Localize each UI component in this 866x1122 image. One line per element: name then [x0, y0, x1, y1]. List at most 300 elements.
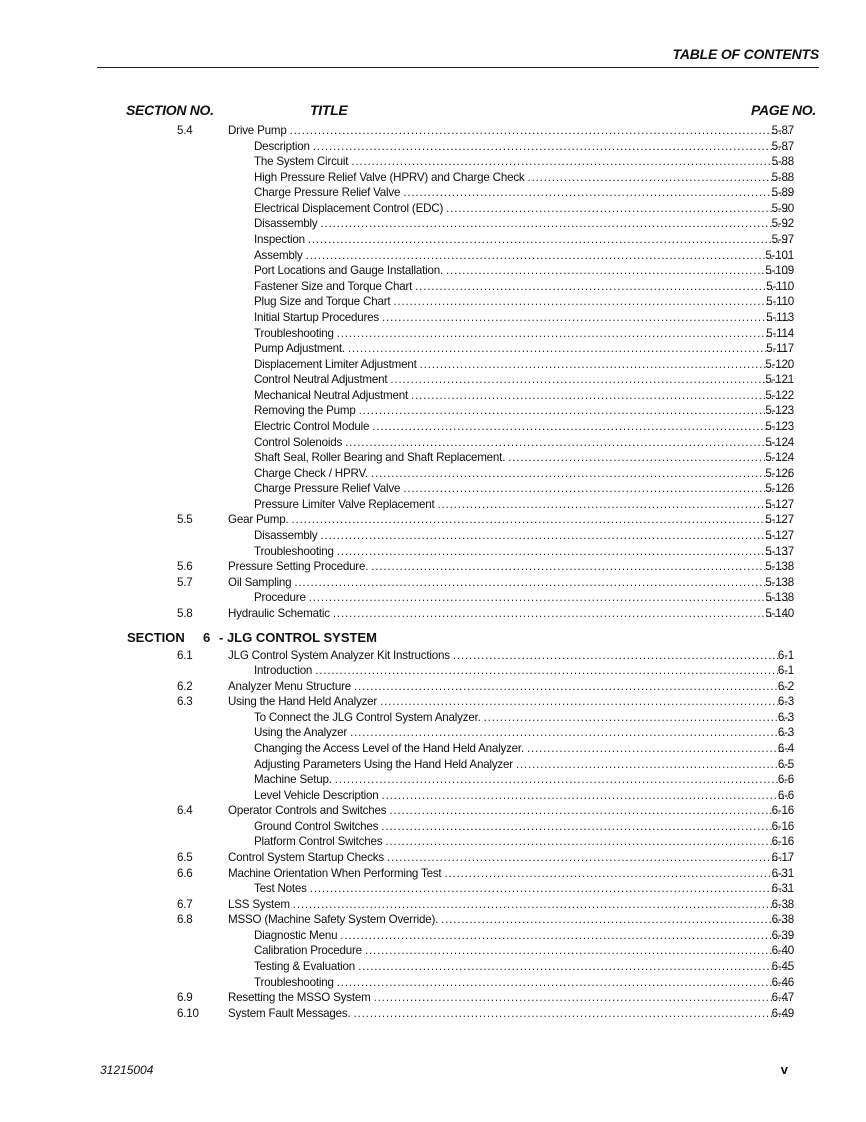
toc-entry-label	[254, 757, 794, 773]
toc-entry-label	[228, 897, 794, 913]
toc-entry-title: Charge Pressure Relief Valve	[254, 186, 401, 200]
toc-entry-label	[254, 544, 794, 560]
toc-entry-page: 6-17	[771, 851, 794, 865]
dot-leader	[389, 803, 791, 819]
toc-entry-title: Charge Check / HPRV.	[254, 466, 368, 480]
toc-entry[interactable]	[0, 310, 866, 326]
dot-leader	[348, 341, 791, 357]
toc-entry-label	[254, 263, 794, 279]
toc-entry-title: Introduction	[254, 664, 313, 678]
dot-leader	[290, 123, 791, 139]
toc-entry-label	[254, 663, 794, 679]
toc-entry-label	[254, 834, 794, 850]
toc-entry-number: 6.1	[177, 648, 193, 662]
toc-entry-number: 6.6	[177, 866, 193, 880]
toc-entry-label	[228, 648, 794, 664]
toc-entry[interactable]	[0, 663, 866, 679]
toc-entry-page: 6-2	[777, 679, 794, 693]
dot-leader	[308, 232, 791, 248]
toc-entry-page: 5-123	[765, 404, 794, 418]
toc-entry[interactable]	[0, 263, 866, 279]
dot-leader	[354, 1006, 791, 1022]
toc-entry[interactable]	[0, 466, 866, 482]
toc-entry-page: 5-88	[771, 155, 794, 169]
dot-leader	[337, 544, 791, 560]
toc-entry-title: System Fault Messages.	[228, 1006, 351, 1020]
toc-entry-label	[228, 990, 794, 1006]
toc-entry[interactable]	[0, 943, 866, 959]
toc-entry-title: Testing & Evaluation	[254, 960, 356, 974]
dot-leader	[446, 263, 791, 279]
toc-entry-title: LSS System	[228, 897, 290, 911]
toc-entry-label	[254, 154, 794, 170]
toc-entry-number: 5.6	[177, 560, 193, 574]
toc-entry-label	[228, 912, 794, 928]
toc-entry-title: Disassembly	[254, 217, 318, 231]
toc-entry-title: Adjusting Parameters Using the Hand Held Analyzer	[254, 757, 513, 771]
toc-entry[interactable]	[0, 772, 866, 788]
dot-leader	[309, 590, 791, 606]
toc-entry-label	[254, 419, 794, 435]
toc-entry-label	[254, 357, 794, 373]
toc-entry-label	[254, 959, 794, 975]
toc-entry-page: 6-3	[777, 695, 794, 709]
toc-entry-page: 5-140	[765, 606, 794, 620]
toc-entry-label	[254, 975, 794, 991]
toc-entry-title: Troubleshooting	[254, 326, 334, 340]
toc-entry-title: Inspection	[254, 233, 305, 247]
toc-entry-title: Using the Hand Held Analyzer	[228, 695, 378, 709]
toc-entry-title: Gear Pump.	[228, 513, 289, 527]
dot-leader	[516, 757, 791, 773]
toc-entry-label	[228, 1006, 794, 1022]
toc-entry-number: 5.8	[177, 606, 193, 620]
toc-entry-title: Hydraulic Schematic	[228, 606, 330, 620]
toc-entry-page: 6-45	[771, 960, 794, 974]
toc-entry[interactable]	[0, 834, 866, 850]
dot-leader	[293, 897, 791, 913]
toc-entry-page: 5-122	[765, 388, 794, 402]
toc-entry[interactable]	[0, 725, 866, 741]
dot-leader	[358, 959, 791, 975]
toc-entry[interactable]	[0, 544, 866, 560]
dot-leader	[403, 185, 791, 201]
toc-entry[interactable]	[0, 123, 866, 139]
toc-entry-label	[254, 772, 794, 788]
toc-entry-page: 6-5	[777, 757, 794, 771]
toc-entry-label	[228, 694, 794, 710]
toc-entry[interactable]	[0, 788, 866, 804]
toc-entry-page: 6-16	[771, 819, 794, 833]
table-of-contents	[0, 123, 866, 1021]
toc-entry-title: Pressure Setting Procedure.	[228, 560, 369, 574]
toc-entry-title: Disassembly	[254, 529, 318, 543]
dot-leader	[354, 679, 791, 695]
toc-entry-page: 6-16	[771, 835, 794, 849]
section-heading-name: - JLG CONTROL SYSTEM	[219, 629, 377, 645]
dot-leader	[385, 834, 791, 850]
toc-entry-page: 5-138	[765, 591, 794, 605]
dot-leader	[484, 710, 791, 726]
toc-entry-title: Operator Controls and Switches	[228, 804, 387, 818]
toc-entry-label	[228, 803, 794, 819]
toc-entry-page: 6-49	[771, 1006, 794, 1020]
dot-leader	[337, 326, 791, 342]
toc-entry-title: Fastener Size and Torque Chart	[254, 279, 413, 293]
dot-leader	[345, 435, 791, 451]
toc-entry-number: 6.10	[177, 1006, 199, 1020]
dot-leader	[382, 788, 791, 804]
toc-entry-title: Pump Adjustment.	[254, 342, 345, 356]
toc-entry[interactable]	[0, 606, 866, 622]
toc-entry-page: 5-90	[771, 201, 794, 215]
toc-entry-title: Ground Control Switches	[254, 819, 379, 833]
toc-entry-title: Charge Pressure Relief Valve	[254, 482, 401, 496]
toc-entry-label	[254, 216, 794, 232]
toc-entry[interactable]	[0, 232, 866, 248]
toc-entry-label	[228, 559, 794, 575]
toc-entry-title: MSSO (Machine Safety System Override).	[228, 913, 439, 927]
toc-entry-label	[254, 710, 794, 726]
toc-entry-title: High Pressure Relief Valve (HPRV) and Charge Check	[254, 170, 525, 184]
toc-entry-title: Level Vehicle Description	[254, 788, 379, 802]
toc-entry-title: Control System Startup Checks	[228, 851, 384, 865]
toc-entry[interactable]	[0, 881, 866, 897]
dot-leader	[321, 528, 791, 544]
toc-entry-label	[254, 139, 794, 155]
toc-entry-label	[254, 403, 794, 419]
toc-entry[interactable]	[0, 326, 866, 342]
toc-entry-page: 5-127	[765, 497, 794, 511]
toc-entry[interactable]	[0, 959, 866, 975]
dot-leader	[381, 819, 791, 835]
toc-entry-number: 6.3	[177, 695, 193, 709]
toc-entry[interactable]	[0, 357, 866, 373]
toc-entry-page: 6-1	[777, 648, 794, 662]
toc-entry[interactable]	[0, 216, 866, 232]
toc-entry[interactable]	[0, 403, 866, 419]
dot-leader	[438, 497, 792, 513]
toc-entry-page: 5-89	[771, 186, 794, 200]
document-number: 31215004	[100, 1063, 154, 1077]
toc-entry-page: 5-124	[765, 451, 794, 465]
toc-entry[interactable]	[0, 1006, 866, 1022]
dot-leader	[393, 294, 791, 310]
toc-entry-page: 6-38	[771, 897, 794, 911]
toc-entry-label	[254, 881, 794, 897]
dot-leader	[380, 694, 791, 710]
dot-leader	[371, 559, 791, 575]
toc-entry-title: Procedure	[254, 591, 306, 605]
toc-entry-label	[254, 279, 794, 295]
toc-entry-label	[254, 725, 794, 741]
toc-entry[interactable]	[0, 897, 866, 913]
dot-leader	[444, 866, 791, 882]
toc-entry-page: 6-31	[771, 866, 794, 880]
toc-entry-title: Changing the Access Level of the Hand Held Analyzer.	[254, 741, 524, 755]
dot-leader	[508, 450, 791, 466]
toc-entry-page: 6-16	[771, 804, 794, 818]
toc-entry-label	[254, 232, 794, 248]
dot-leader	[337, 975, 791, 991]
toc-entry-title: Diagnostic Menu	[254, 928, 338, 942]
toc-entry-label	[254, 788, 794, 804]
toc-entry[interactable]	[0, 185, 866, 201]
toc-entry-title: Electric Control Module	[254, 419, 370, 433]
toc-entry-title: Troubleshooting	[254, 544, 334, 558]
toc-entry-label	[228, 575, 794, 591]
toc-entry-label	[254, 481, 794, 497]
toc-entry-title: Displacement Limiter Adjustment	[254, 357, 417, 371]
dot-leader	[310, 881, 791, 897]
page-header-title: TABLE OF CONTENTS	[672, 46, 819, 62]
toc-entry-page: 6-6	[777, 788, 794, 802]
toc-entry-number: 6.4	[177, 804, 193, 818]
toc-entry[interactable]	[0, 928, 866, 944]
toc-entry-label	[254, 201, 794, 217]
toc-entry-title: Control Neutral Adjustment	[254, 373, 388, 387]
toc-entry-page: 6-47	[771, 991, 794, 1005]
dot-leader	[528, 170, 791, 186]
toc-section-6-list	[0, 648, 866, 1022]
toc-entry-number: 6.9	[177, 991, 193, 1005]
toc-entry-title: JLG Control System Analyzer Kit Instructions	[228, 648, 450, 662]
toc-entry[interactable]	[0, 279, 866, 295]
toc-entry-page: 6-6	[777, 773, 794, 787]
toc-entry-label	[254, 435, 794, 451]
dot-leader	[411, 388, 791, 404]
toc-entry-page: 5-121	[765, 373, 794, 387]
dot-leader	[351, 154, 791, 170]
toc-entry-page: 6-46	[771, 975, 794, 989]
toc-entry-title: Plug Size and Torque Chart	[254, 295, 391, 309]
toc-entry[interactable]	[0, 679, 866, 695]
toc-entry-title: Analyzer Menu Structure	[228, 679, 351, 693]
toc-entry-page: 5-87	[771, 139, 794, 153]
toc-entry[interactable]	[0, 710, 866, 726]
toc-entry-title: Using the Analyzer	[254, 726, 348, 740]
toc-entry[interactable]	[0, 866, 866, 882]
toc-entry-label	[228, 866, 794, 882]
dot-leader	[350, 725, 791, 741]
toc-entry-label	[254, 741, 794, 757]
toc-entry[interactable]	[0, 512, 866, 528]
toc-entry-title: The System Circuit	[254, 155, 349, 169]
dot-leader	[387, 850, 791, 866]
dot-leader	[420, 357, 791, 373]
toc-entry-label	[254, 185, 794, 201]
toc-entry-title: Mechanical Neutral Adjustment	[254, 388, 409, 402]
dot-leader	[453, 648, 791, 664]
dot-leader	[321, 216, 791, 232]
toc-entry-label	[254, 943, 794, 959]
toc-entry-label	[228, 123, 794, 139]
dot-leader	[403, 481, 791, 497]
toc-entry[interactable]	[0, 648, 866, 664]
toc-entry-label	[254, 310, 794, 326]
toc-entry[interactable]	[0, 990, 866, 1006]
toc-entry[interactable]	[0, 481, 866, 497]
toc-entry-page: 5-101	[765, 248, 794, 262]
toc-entry[interactable]	[0, 170, 866, 186]
toc-entry[interactable]	[0, 419, 866, 435]
toc-entry[interactable]	[0, 912, 866, 928]
toc-entry-number: 6.2	[177, 679, 193, 693]
toc-entry[interactable]	[0, 528, 866, 544]
toc-entry-number: 6.8	[177, 913, 193, 927]
toc-entry-page: 5-114	[766, 326, 794, 340]
toc-entry-title: Calibration Procedure	[254, 944, 362, 958]
toc-entry-page: 5-126	[765, 466, 794, 480]
toc-entry-number: 6.7	[177, 897, 193, 911]
toc-entry-title: Pressure Limiter Valve Replacement	[254, 497, 435, 511]
dot-leader	[313, 139, 791, 155]
toc-entry-title: Control Solenoids	[254, 435, 343, 449]
toc-entry-title: Resetting the MSSO System	[228, 991, 371, 1005]
dot-leader	[306, 248, 791, 264]
toc-entry-label	[254, 590, 794, 606]
toc-entry-title: Drive Pump	[228, 124, 287, 137]
dot-leader	[382, 310, 791, 326]
toc-entry-label	[228, 606, 794, 622]
toc-entry-label	[254, 248, 794, 264]
section-heading-number: 6	[203, 629, 211, 645]
dot-leader	[294, 575, 791, 591]
toc-entry-label	[254, 819, 794, 835]
toc-entry-number: 5.4	[177, 124, 193, 137]
toc-entry-title: Removing the Pump	[254, 404, 356, 418]
header-divider	[97, 67, 819, 68]
toc-entry-label	[254, 466, 794, 482]
toc-entry-title: Machine Setup.	[254, 773, 332, 787]
toc-entry-title: Shaft Seal, Roller Bearing and Shaft Replacement.	[254, 451, 506, 465]
toc-entry[interactable]	[0, 559, 866, 575]
dot-leader	[292, 512, 791, 528]
toc-entry-title: Electrical Displacement Control (EDC)	[254, 201, 444, 215]
toc-entry-label	[254, 326, 794, 342]
toc-entry-page: 5-109	[765, 264, 794, 278]
dot-leader	[527, 741, 791, 757]
toc-entry-page: 6-4	[777, 741, 794, 755]
toc-entry-title: To Connect the JLG Control System Analyzer.	[254, 710, 481, 724]
toc-entry-title: Initial Startup Procedures	[254, 310, 379, 324]
dot-leader	[446, 201, 791, 217]
toc-entry[interactable]	[0, 803, 866, 819]
toc-entry-label	[228, 850, 794, 866]
dot-leader	[365, 943, 791, 959]
toc-section-5-list	[0, 123, 866, 622]
toc-entry[interactable]	[0, 372, 866, 388]
toc-entry-page: 6-31	[771, 882, 794, 896]
toc-entry-page: 5-137	[765, 544, 794, 558]
toc-entry-title: Description	[254, 139, 310, 153]
dot-leader	[359, 403, 791, 419]
toc-entry-page: 5-127	[765, 513, 794, 527]
toc-entry[interactable]	[0, 294, 866, 310]
toc-entry[interactable]	[0, 850, 866, 866]
toc-entry-title: Oil Sampling	[228, 575, 292, 589]
toc-entry-page: 6-40	[771, 944, 794, 958]
toc-entry-page: 6-3	[777, 710, 794, 724]
dot-leader	[371, 466, 791, 482]
toc-entry[interactable]	[0, 819, 866, 835]
toc-entry-label	[254, 294, 794, 310]
toc-entry-page: 5-126	[765, 482, 794, 496]
dot-leader	[441, 912, 791, 928]
toc-entry-label	[254, 341, 794, 357]
toc-entry[interactable]	[0, 975, 866, 991]
toc-entry-page: 5-110	[766, 295, 794, 309]
toc-entry-page: 6-38	[771, 913, 794, 927]
dot-leader	[333, 606, 791, 622]
toc-entry-page: 5-117	[766, 342, 794, 356]
toc-entry-title: Test Notes	[254, 882, 307, 896]
toc-entry-title: Assembly	[254, 248, 303, 262]
toc-entry-number: 5.7	[177, 575, 193, 589]
section-heading-word: SECTION	[127, 629, 185, 645]
toc-entry-label	[254, 372, 794, 388]
toc-entry-page: 5-97	[771, 233, 794, 247]
toc-entry-title: Troubleshooting	[254, 975, 334, 989]
toc-entry[interactable]	[0, 201, 866, 217]
toc-entry-label	[254, 388, 794, 404]
toc-entry-title: Machine Orientation When Performing Test	[228, 866, 442, 880]
toc-entry[interactable]	[0, 435, 866, 451]
toc-entry-page: 5-87	[771, 124, 794, 137]
toc-entry[interactable]	[0, 248, 866, 264]
toc-entry-page: 5-88	[771, 170, 794, 184]
toc-entry[interactable]	[0, 388, 866, 404]
toc-entry-title: Platform Control Switches	[254, 835, 383, 849]
toc-entry-page: 5-110	[766, 279, 794, 293]
toc-entry-label	[254, 450, 794, 466]
toc-entry[interactable]	[0, 139, 866, 155]
dot-leader	[390, 372, 791, 388]
column-header-title: TITLE	[310, 102, 348, 118]
dot-leader	[374, 990, 791, 1006]
toc-entry[interactable]	[0, 590, 866, 606]
toc-entry-label	[254, 528, 794, 544]
toc-entry[interactable]	[0, 741, 866, 757]
toc-entry-label	[228, 512, 794, 528]
toc-entry-page: 5-123	[765, 419, 794, 433]
toc-entry-page: 5-127	[765, 529, 794, 543]
toc-entry-page: 5-120	[765, 357, 794, 371]
toc-entry[interactable]	[0, 757, 866, 773]
page-number: v	[780, 1062, 788, 1077]
column-header-page: PAGE NO.	[750, 102, 816, 118]
toc-entry[interactable]	[0, 450, 866, 466]
toc-entry-number: 5.5	[177, 513, 193, 527]
toc-entry[interactable]	[0, 694, 866, 710]
toc-entry-title: Port Locations and Gauge Installation.	[254, 264, 443, 278]
toc-entry-label	[254, 928, 794, 944]
toc-entry-page: 6-3	[777, 726, 794, 740]
toc-entry-page: 6-39	[771, 928, 794, 942]
toc-entry[interactable]	[0, 497, 866, 513]
toc-entry-page: 5-138	[765, 575, 794, 589]
toc-entry-page: 5-113	[766, 310, 794, 324]
toc-entry-page: 5-92	[771, 217, 794, 231]
dot-leader	[315, 663, 791, 679]
toc-entry-label	[254, 497, 794, 513]
toc-entry[interactable]	[0, 341, 866, 357]
toc-entry-label	[254, 170, 794, 186]
toc-entry[interactable]	[0, 575, 866, 591]
dot-leader	[335, 772, 791, 788]
toc-entry[interactable]	[0, 154, 866, 170]
toc-entry-page: 6-1	[777, 664, 794, 678]
